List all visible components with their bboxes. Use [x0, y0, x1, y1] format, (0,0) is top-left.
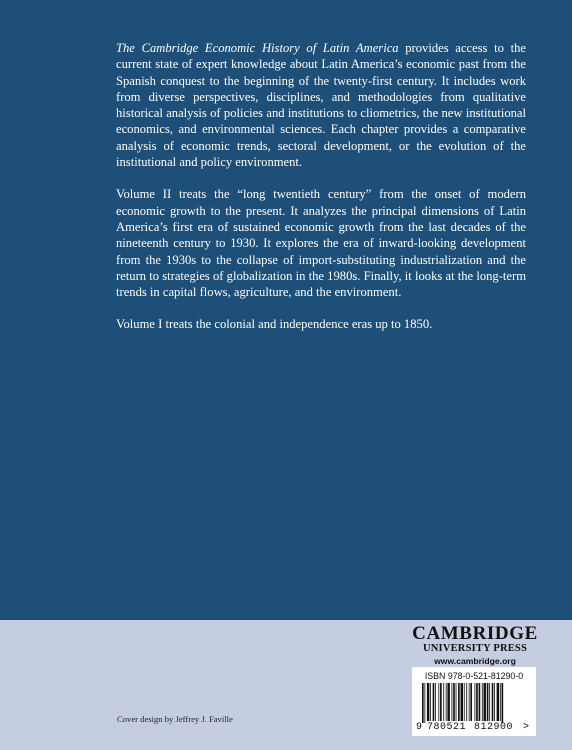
barcode-bar	[494, 683, 495, 721]
barcode-bar	[500, 683, 501, 721]
ean-tail-marker: >	[523, 722, 530, 733]
barcode-bar	[484, 683, 486, 721]
barcode-bar	[456, 683, 457, 721]
ean-right-group: 812900	[474, 722, 514, 733]
blurb-paragraph-3: Volume I treats the colonial and independence eras up to 1850.	[116, 317, 433, 332]
ean-left-group: 780521	[427, 722, 467, 733]
barcode-bar	[474, 683, 475, 721]
barcode-bar	[464, 683, 465, 721]
ean-lead-digit: 9	[416, 722, 423, 733]
barcode-bar	[443, 683, 444, 721]
barcode-bar	[497, 683, 499, 721]
barcode-bar	[461, 683, 463, 721]
publisher-logo	[400, 624, 550, 665]
blurb-paragraph-2: Volume II treats the “long twentieth century” from the onset of modern economic growth to the present. It analyzes the principal dimensions of Latin America’s first era of sustained economic growth from the last decades of the nineteenth century to 1930. It explores the era of inward-looking development from the 1930s to the collapse of import-substituting industrialization and the return to strategies of globalization in the 1980s. Finally, it looks at the long-term trends in capital flows, agriculture, and the environment.	[116, 187, 526, 300]
barcode-bar	[430, 683, 431, 721]
publisher-subtitle: UNIVERSITY PRESS	[422, 643, 528, 654]
barcode-bar	[424, 683, 425, 723]
barcode-bar	[489, 683, 490, 721]
barcode-bar	[470, 683, 472, 721]
barcode-bar	[427, 683, 429, 721]
barcode-bars	[412, 683, 536, 723]
barcode-bar	[446, 683, 447, 721]
barcode-bar	[453, 683, 455, 721]
barcode-bar	[433, 683, 435, 721]
barcode-bar	[492, 683, 494, 721]
publisher-name: CAMBRIDGE	[412, 623, 538, 644]
barcode-box	[412, 667, 536, 736]
barcode-bar	[479, 683, 481, 721]
barcode-bar	[469, 683, 470, 721]
barcode-bar	[422, 683, 424, 723]
barcode-bar	[440, 683, 442, 721]
isbn-label: ISBN 978-0-521-81290-0	[424, 671, 524, 681]
barcode-bar	[487, 683, 489, 721]
book-title-italic: The Cambridge Economic History of Latin America	[116, 41, 399, 55]
cover-design-credit: Cover design by Jeffrey J. Faville	[117, 714, 233, 724]
barcode-bar	[466, 683, 467, 721]
barcode-bar	[435, 683, 436, 721]
barcode-bar	[502, 683, 504, 723]
publisher-website: www.cambridge.org	[434, 655, 516, 666]
barcode-bar	[458, 683, 460, 721]
blurb-paragraph-1-rest: provides access to the current state of expert knowledge about Latin America’s economic past from the Spanish conquest to the beginning of the twenty-first century. It includes work from diverse perspectives, disciplines, and methodologies from qualitative historical analysis of policies and institutions to cliometrics, the new institutional economics, and environmental sciences. Each chapter provides a comparative analysis of economic trends, sectoral development, or the evolution of the institutional and policy environment.	[116, 41, 526, 170]
blurb-paragraph-1	[116, 40, 526, 170]
barcode-bar	[447, 683, 449, 721]
barcode-bar	[452, 683, 453, 721]
blurb-text	[116, 40, 526, 333]
barcode-bar	[482, 683, 483, 721]
barcode-bar	[438, 683, 439, 721]
barcode-bar	[476, 683, 478, 721]
